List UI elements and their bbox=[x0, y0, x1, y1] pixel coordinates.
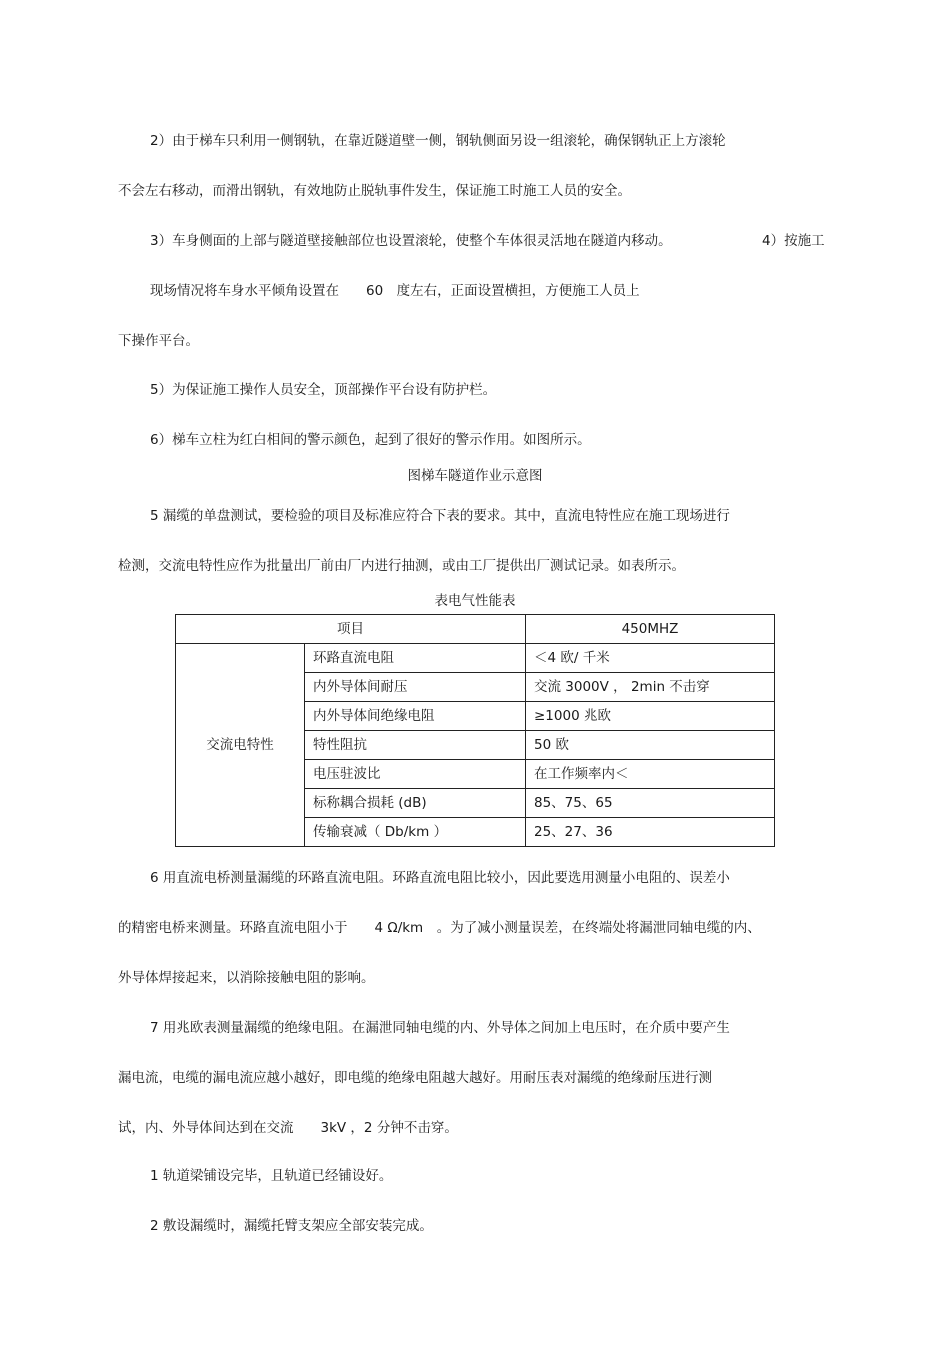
section-7-line-2: 漏电流，电缆的漏电流应越小越好，即电缆的绝缘电阻越大越好。用耐压表对漏缆的绝缘耐压进行测 bbox=[118, 1070, 712, 1086]
paragraph-6: 6）梯车立柱为红白相间的警示颜色，起到了很好的警示作用。如图所示。 bbox=[150, 432, 591, 448]
paragraph-4-line-3: 下操作平台。 bbox=[118, 333, 199, 349]
row-item: 标称耦合损耗 (dB) bbox=[305, 789, 526, 818]
header-item: 项目 bbox=[176, 615, 526, 644]
electrical-performance-table bbox=[175, 614, 775, 847]
row-value: 25、27、36 bbox=[526, 818, 775, 847]
table-caption: 表电气性能表 bbox=[434, 593, 516, 609]
row-value: 50 欧 bbox=[526, 731, 775, 760]
figure-caption: 图梯车隧道作业示意图 bbox=[407, 468, 543, 484]
section-7-line-1: 7 用兆欧表测量漏缆的绝缘电阻。在漏泄同轴电缆的内、外导体之间加上电压时，在介质中要产生 bbox=[150, 1020, 730, 1036]
prerequisite-1: 1 轨道梁铺设完毕，且轨道已经铺设好。 bbox=[150, 1168, 393, 1184]
header-value: 450MHZ bbox=[526, 615, 775, 644]
row-item: 内外导体间绝缘电阻 bbox=[305, 702, 526, 731]
section-5-line-1: 5 漏缆的单盘测试，要检验的项目及标准应符合下表的要求。其中，直流电特性应在施工现场进行 bbox=[150, 508, 730, 524]
section-6-line-1: 6 用直流电桥测量漏缆的环路直流电阻。环路直流电阻比较小，因此要选用测量小电阻的、误差小 bbox=[150, 870, 730, 886]
prerequisite-2: 2 敷设漏缆时，漏缆托臂支架应全部安装完成。 bbox=[150, 1218, 433, 1234]
table-row bbox=[176, 644, 775, 673]
paragraph-5: 5）为保证施工操作人员安全，顶部操作平台设有防护栏。 bbox=[150, 382, 497, 398]
row-value: ＜4 欧/ 千米 bbox=[526, 644, 775, 673]
section-5-line-2: 检测，交流电特性应作为批量出厂前由厂内进行抽测，或由工厂提供出厂测试记录。如表所示。 bbox=[118, 558, 685, 574]
section-7-line-3: 试，内、外导体间达到在交流 3kV ，2 分钟不击穿。 bbox=[118, 1120, 458, 1136]
row-item: 环路直流电阻 bbox=[305, 644, 526, 673]
paragraph-2-line-1: 2）由于梯车只利用一侧钢轨，在靠近隧道壁一侧，钢轨侧面另设一组滚轮，确保钢轨正上方滚轮 bbox=[150, 133, 726, 149]
group-label: 交流电特性 bbox=[176, 644, 305, 847]
section-6-line-2: 的精密电桥来测量。环路直流电阻小于 4 Ω/km 。为了减小测量误差，在终端处将漏泄同轴电缆的内、 bbox=[118, 920, 761, 936]
row-item: 传输衰减（ Db/km ） bbox=[305, 818, 526, 847]
table-header-row bbox=[176, 615, 775, 644]
row-item: 电压驻波比 bbox=[305, 760, 526, 789]
paragraph-3-line-1: 3）车身侧面的上部与隧道壁接触部位也设置滚轮，使整个车体很灵活地在隧道内移动。 bbox=[150, 233, 672, 249]
row-value: 在工作频率内＜ bbox=[526, 760, 775, 789]
row-value: 85、75、65 bbox=[526, 789, 775, 818]
row-value: 交流 3000V ， 2min 不击穿 bbox=[526, 673, 775, 702]
paragraph-4-start: 4）按施工 bbox=[762, 233, 825, 249]
row-item: 特性阻抗 bbox=[305, 731, 526, 760]
row-value: ≥1000 兆欧 bbox=[526, 702, 775, 731]
paragraph-4-line-2: 现场情况将车身水平倾角设置在 60 度左右，正面设置横担，方便施工人员上 bbox=[150, 283, 640, 299]
section-6-line-3: 外导体焊接起来，以消除接触电阻的影响。 bbox=[118, 970, 375, 986]
paragraph-2-line-2: 不会左右移动，而滑出钢轨，有效地防止脱轨事件发生，保证施工时施工人员的安全。 bbox=[118, 183, 631, 199]
row-item: 内外导体间耐压 bbox=[305, 673, 526, 702]
